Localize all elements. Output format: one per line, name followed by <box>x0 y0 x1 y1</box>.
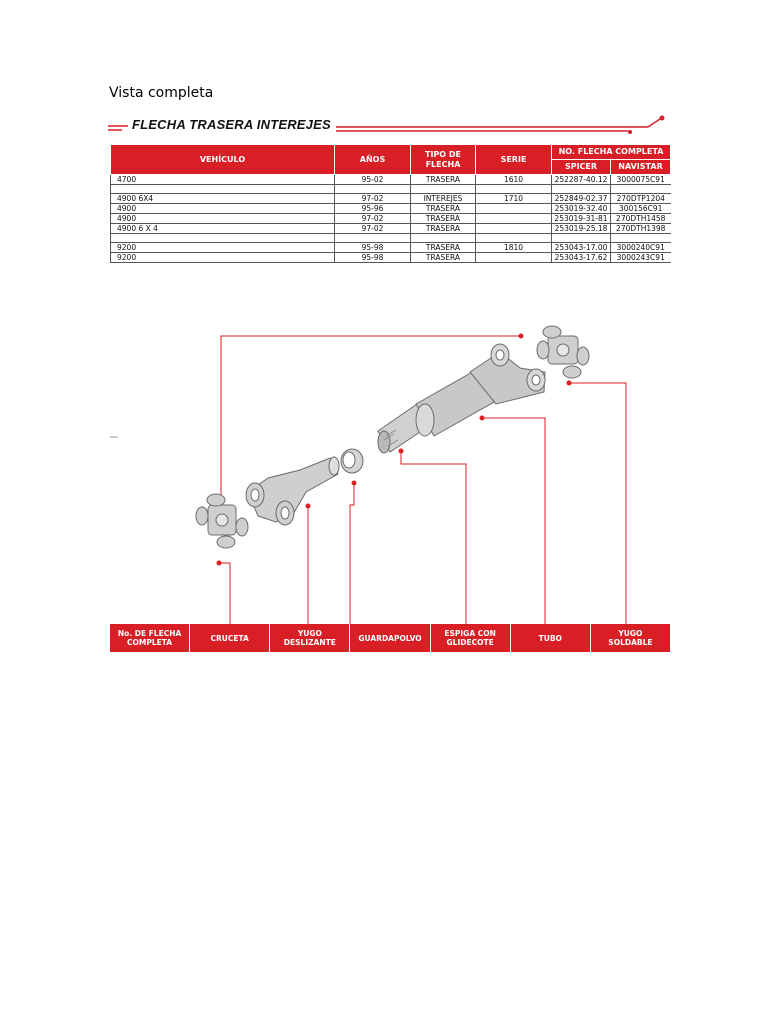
cell-anos: 97-02 <box>335 224 411 234</box>
cell-navistar: 3000243C91 <box>611 253 671 263</box>
legend-yugo-deslizante: YUGO DESLIZANTE <box>270 624 350 652</box>
cell-navistar: 270DTH1458 <box>611 214 671 224</box>
cell-spicer: 252849-02.37 <box>552 194 611 204</box>
banner-title: FLECHA TRASERA INTEREJES <box>132 117 331 132</box>
legend-yugo-soldable: YUGO SOLDABLE <box>608 629 653 647</box>
cruceta-left <box>196 494 248 548</box>
cell-anos: 95-96 <box>335 204 411 214</box>
cell-anos: 95-02 <box>335 175 411 185</box>
cell-navistar: 3000075C91 <box>611 175 671 185</box>
legend-cruceta: CRUCETA <box>190 624 270 652</box>
cell-vehiculo: 4700 <box>111 175 335 185</box>
page-heading: Vista completa <box>109 85 214 101</box>
cell-tipo: TRASERA <box>411 214 476 224</box>
cell-tipo: INTEREJES <box>411 194 476 204</box>
col-spicer: SPICER <box>552 160 611 175</box>
cell-navistar: 270DTP1204 <box>611 194 671 204</box>
cell-spicer: 252287-40.12 <box>552 175 611 185</box>
cell-tipo: TRASERA <box>411 243 476 253</box>
cell-vehiculo: 9200 <box>111 253 335 263</box>
cell-serie: 1710 <box>476 194 552 204</box>
col-navistar: NAVISTAR <box>611 160 671 175</box>
guardapolvo <box>341 449 363 473</box>
cell-spicer: 253043-17.00 <box>552 243 611 253</box>
cell-vehiculo: 4900 <box>111 204 335 214</box>
legend-espiga-glidecote: ESPIGA CON GLIDECOTE <box>431 624 511 652</box>
col-group-flecha: NO. FLECHA COMPLETA <box>552 145 671 160</box>
col-vehiculo: VEHÍCULO <box>111 145 335 175</box>
cell-spicer: 253019-32.40 <box>552 204 611 214</box>
legend-guardapolvo: GUARDAPOLVO <box>350 624 430 652</box>
cell-vehiculo: 4900 6 X 4 <box>111 224 335 234</box>
cell-vehiculo: 4900 6X4 <box>111 194 335 204</box>
cell-navistar: 300156C91 <box>611 204 671 214</box>
legend-tubo: TUBO <box>511 624 591 652</box>
cell-vehiculo: 4900 <box>111 214 335 224</box>
cell-spicer: 253019-25.18 <box>552 224 611 234</box>
cell-tipo: TRASERA <box>411 175 476 185</box>
cell-anos: 95-98 <box>335 243 411 253</box>
cell-tipo: TRASERA <box>411 204 476 214</box>
cell-navistar: 3000240C91 <box>611 243 671 253</box>
cell-vehiculo: 9200 <box>111 243 335 253</box>
parts-legend <box>110 624 670 652</box>
yugo-deslizante <box>246 457 339 525</box>
cell-anos: 95-98 <box>335 253 411 263</box>
col-tipo: TIPO DE FLECHA <box>411 145 476 175</box>
cell-tipo: TRASERA <box>411 224 476 234</box>
cell-spicer: 253019-31-81 <box>552 214 611 224</box>
cell-spicer: 253043-17.62 <box>552 253 611 263</box>
cell-tipo: TRASERA <box>411 253 476 263</box>
tubo-espiga <box>378 344 545 453</box>
col-anos: AÑOS <box>335 145 411 175</box>
cell-serie: 1610 <box>476 175 552 185</box>
cell-anos: 97-02 <box>335 194 411 204</box>
cell-navistar: 270DTH1398 <box>611 224 671 234</box>
cell-anos: 97-02 <box>335 214 411 224</box>
legend-no-flecha-completa: No. DE FLECHA COMPLETA <box>110 624 190 652</box>
cruceta-right <box>537 326 589 378</box>
cell-serie: 1810 <box>476 243 552 253</box>
col-serie: SERIE <box>476 145 552 175</box>
